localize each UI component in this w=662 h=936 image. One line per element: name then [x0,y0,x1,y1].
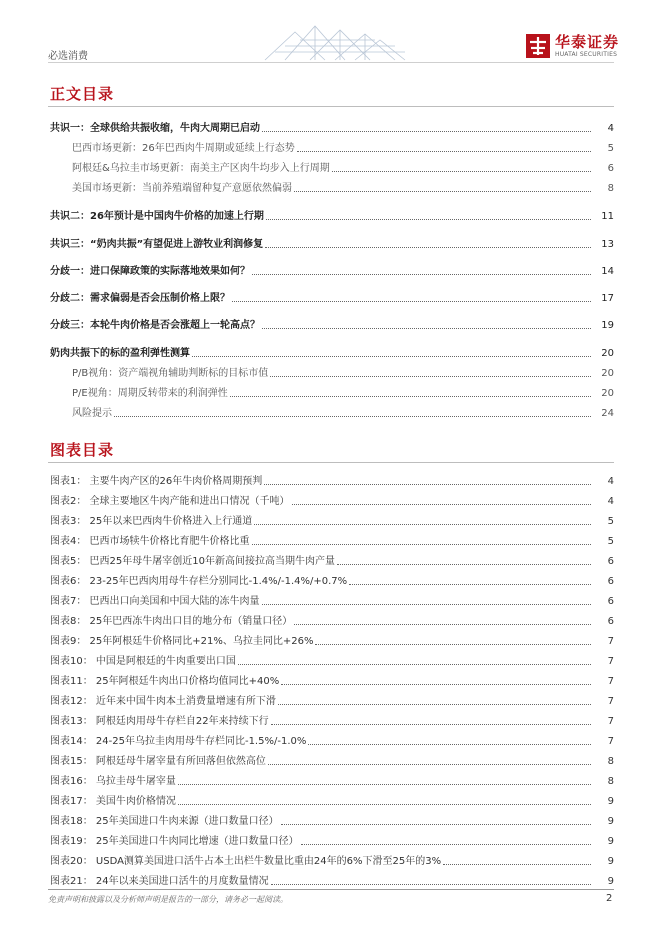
figure-entry-title: 图表12： 近年来中国牛肉本土消费量增速有所下滑 [50,696,276,707]
figure-entry-title: 图表19： 25年美国进口牛肉同比增速（进口数量口径） [50,836,299,847]
toc-entry-title: P/E视角：周期反转带来的利润弹性 [72,388,228,399]
figure-entry-page: 7 [607,636,614,647]
toc-entry-page: 14 [601,266,614,277]
toc-entry-page: 4 [607,123,614,134]
figure-entry-page: 4 [607,476,614,487]
figure-entry-title: 图表21： 24年以来美国进口活牛的月度数量情况 [50,876,269,887]
figure-entry[interactable] [0,512,662,528]
toc-entry-title: 共识二：26年预计是中国肉牛价格的加速上行期 [50,211,264,222]
figure-entry-title: 图表3： 25年以来巴西肉牛价格进入上行通道 [50,516,253,527]
figure-entry-title: 图表9： 25年阿根廷牛价格同比+21%、乌拉圭同比+26% [50,636,314,647]
dot-leader [271,724,591,725]
figure-entry-title: 图表1： 主要牛肉产区的26年牛肉价格周期预判 [50,476,263,487]
disclaimer-note: 免责声明和披露以及分析师声明是报告的一部分，请务必一起阅读。 [48,895,288,904]
toc-entry[interactable] [0,384,662,400]
figure-entry-page: 8 [607,776,614,787]
figure-entry-title: 图表11： 25年阿根廷牛肉出口价格均值同比+40% [50,676,280,687]
figure-entry[interactable] [0,692,662,708]
toc-entry[interactable] [0,207,662,223]
figure-entry-page: 5 [607,536,614,547]
huatai-logo-icon [525,33,551,59]
toc-entry-title: 共识三：“奶肉共振”有望促进上游牧业利润修复 [50,239,264,250]
toc-entry-page: 8 [607,183,614,194]
dot-leader [262,604,591,605]
figure-entry-title: 图表15： 阿根廷母牛屠宰量有所回落但依然高位 [50,756,266,767]
figure-entry-title: 图表14： 24-25年乌拉圭肉用母牛存栏同比-1.5%/-1.0% [50,736,307,747]
toc-entry[interactable] [0,289,662,305]
dot-leader [252,274,591,275]
toc-entry-title: 分歧一：进口保障政策的实际落地效果如何？ [50,266,250,277]
figure-entry-title: 图表5： 巴西25年母牛屠宰创近10年新高间接拉高当期牛肉产量 [50,556,335,567]
figure-entry-page: 9 [607,816,614,827]
dot-leader [266,219,591,220]
toc-entry-title: 阿根廷&乌拉圭市场更新：南美主产区肉牛均步入上行周期 [72,163,330,174]
figure-entry-title: 图表6： 23-25年巴西肉用母牛存栏分别同比-1.4%/-1.4%/+0.7% [50,576,348,587]
dot-leader [178,804,591,805]
dot-leader [292,504,591,505]
figure-entry-title: 图表13： 阿根廷肉用母牛存栏自22年来持续下行 [50,716,269,727]
building-illustration [255,22,425,62]
toc-entry[interactable] [0,235,662,251]
dot-leader [294,191,591,192]
figure-entry-title: 图表16： 乌拉圭母牛屠宰量 [50,776,176,787]
figure-entry-page: 9 [607,876,614,887]
figure-entry-title: 图表8： 25年巴西冻牛肉出口目的地分布（销量口径） [50,616,293,627]
figure-entry-page: 4 [607,496,614,507]
figures-title-rule [48,462,614,463]
figure-entry-page: 7 [607,716,614,727]
dot-leader [270,376,591,377]
figure-entry[interactable] [0,852,662,868]
toc-entry-page: 20 [601,348,614,359]
toc-entry-title: 奶肉共振下的标的盈利弹性测算 [50,348,190,359]
figure-entry-title: 图表17： 美国牛肉价格情况 [50,796,176,807]
dot-leader [315,644,591,645]
dot-leader [178,784,591,785]
figure-entry[interactable] [0,732,662,748]
toc-entry-page: 13 [601,239,614,250]
dot-leader [262,131,591,132]
toc-entry[interactable] [0,139,662,155]
toc-entry-title: 风险提示 [72,408,112,419]
figure-entry-title: 图表4： 巴西市场犊牛价格比育肥牛价格比重 [50,536,250,547]
dot-leader [349,584,591,585]
section-label: 必选消费 [48,51,88,62]
figure-entry-page: 9 [607,796,614,807]
brand-name-en: HUATAI SECURITIES [555,50,618,58]
footer-divider [48,889,614,890]
toc-entry[interactable] [0,179,662,195]
figure-entry[interactable] [0,552,662,568]
header-divider [48,62,614,63]
figure-entry[interactable] [0,672,662,688]
figure-entry-page: 7 [607,736,614,747]
dot-leader [230,396,591,397]
toc-entry-title: P/B视角：资产端视角辅助判断标的目标市值 [72,368,269,379]
figure-entry-title: 图表20： USDA测算美国进口活牛占本土出栏牛数量比重由24年的6%下滑至25年的3% [50,856,442,867]
toc-entry-page: 20 [601,388,614,399]
figure-entry[interactable] [0,472,662,488]
toc-entry-page: 19 [601,320,614,331]
dot-leader [114,416,591,417]
page-header [0,0,662,70]
figures-title: 图表目录 [50,441,115,459]
dot-leader [265,247,591,248]
dot-leader [281,824,591,825]
toc-entry[interactable] [0,119,662,135]
toc-entry[interactable] [0,364,662,380]
dot-leader [192,356,591,357]
figure-entry-page: 6 [607,616,614,627]
dot-leader [268,764,591,765]
figure-entry[interactable] [0,812,662,828]
toc-entry-page: 24 [601,408,614,419]
figure-entry-page: 7 [607,676,614,687]
toc-entry[interactable] [0,344,662,360]
figure-entry-title: 图表10： 中国是阿根廷的牛肉重要出口国 [50,656,236,667]
figure-entry-page: 9 [607,836,614,847]
toc-entry-title: 分歧三：本轮牛肉价格是否会涨超上一轮高点？ [50,320,260,331]
figure-entry[interactable] [0,872,662,888]
figure-entry-page: 8 [607,756,614,767]
toc-entry-title: 分歧二：需求偏弱是否会压制价格上限？ [50,293,230,304]
dot-leader [337,564,591,565]
figure-entry[interactable] [0,572,662,588]
dot-leader [264,484,591,485]
toc-entry-page: 5 [607,143,614,154]
figure-entry-page: 6 [607,596,614,607]
figure-entry[interactable] [0,492,662,508]
toc-entry-page: 6 [607,163,614,174]
figure-entry[interactable] [0,632,662,648]
dot-leader [252,544,591,545]
figure-entry-page: 6 [607,556,614,567]
brand-logo [525,33,619,59]
toc-entry[interactable] [0,404,662,420]
dot-leader [297,151,591,152]
figure-entry[interactable] [0,532,662,548]
dot-leader [281,684,591,685]
toc-title: 正文目录 [50,85,115,103]
figure-entry-title: 图表7： 巴西出口向美国和中国大陆的冻牛肉量 [50,596,260,607]
toc-entry[interactable] [0,262,662,278]
page-number: 2 [606,893,613,904]
dot-leader [262,328,591,329]
figure-entry-page: 6 [607,576,614,587]
figure-entry-page: 5 [607,516,614,527]
dot-leader [278,704,591,705]
figure-entry[interactable] [0,712,662,728]
toc-entry-title: 美国市场更新：当前养殖端留种复产意愿依然偏弱 [72,183,292,194]
toc-title-rule [48,106,614,107]
figure-entry[interactable] [0,652,662,668]
toc-entry[interactable] [0,159,662,175]
figure-entry[interactable] [0,592,662,608]
dot-leader [238,664,591,665]
figure-entry[interactable] [0,752,662,768]
toc-entry-page: 20 [601,368,614,379]
figure-entry[interactable] [0,772,662,788]
dot-leader [254,524,591,525]
figure-entry-page: 7 [607,656,614,667]
toc-entry-title: 共识一：全球供给共振收缩，牛肉大周期已启动 [50,123,260,134]
dot-leader [332,171,591,172]
toc-entry-page: 11 [601,211,614,222]
toc-entry[interactable] [0,316,662,332]
dot-leader [443,864,591,865]
dot-leader [294,624,591,625]
dot-leader [301,844,591,845]
dot-leader [232,301,591,302]
toc-entry-title: 巴西市场更新：26年巴西肉牛周期或延续上行态势 [72,143,295,154]
figure-entry[interactable] [0,612,662,628]
figure-entry[interactable] [0,832,662,848]
toc-entry-page: 17 [601,293,614,304]
brand-name-cn: 华泰证券 [555,32,620,51]
dot-leader [308,744,591,745]
figure-entry-title: 图表18： 25年美国进口牛肉来源（进口数量口径） [50,816,279,827]
figure-entry-page: 7 [607,696,614,707]
figure-entry[interactable] [0,792,662,808]
figure-entry-page: 9 [607,856,614,867]
figure-entry-title: 图表2： 全球主要地区牛肉产能和进出口情况（千吨） [50,496,290,507]
dot-leader [271,884,591,885]
